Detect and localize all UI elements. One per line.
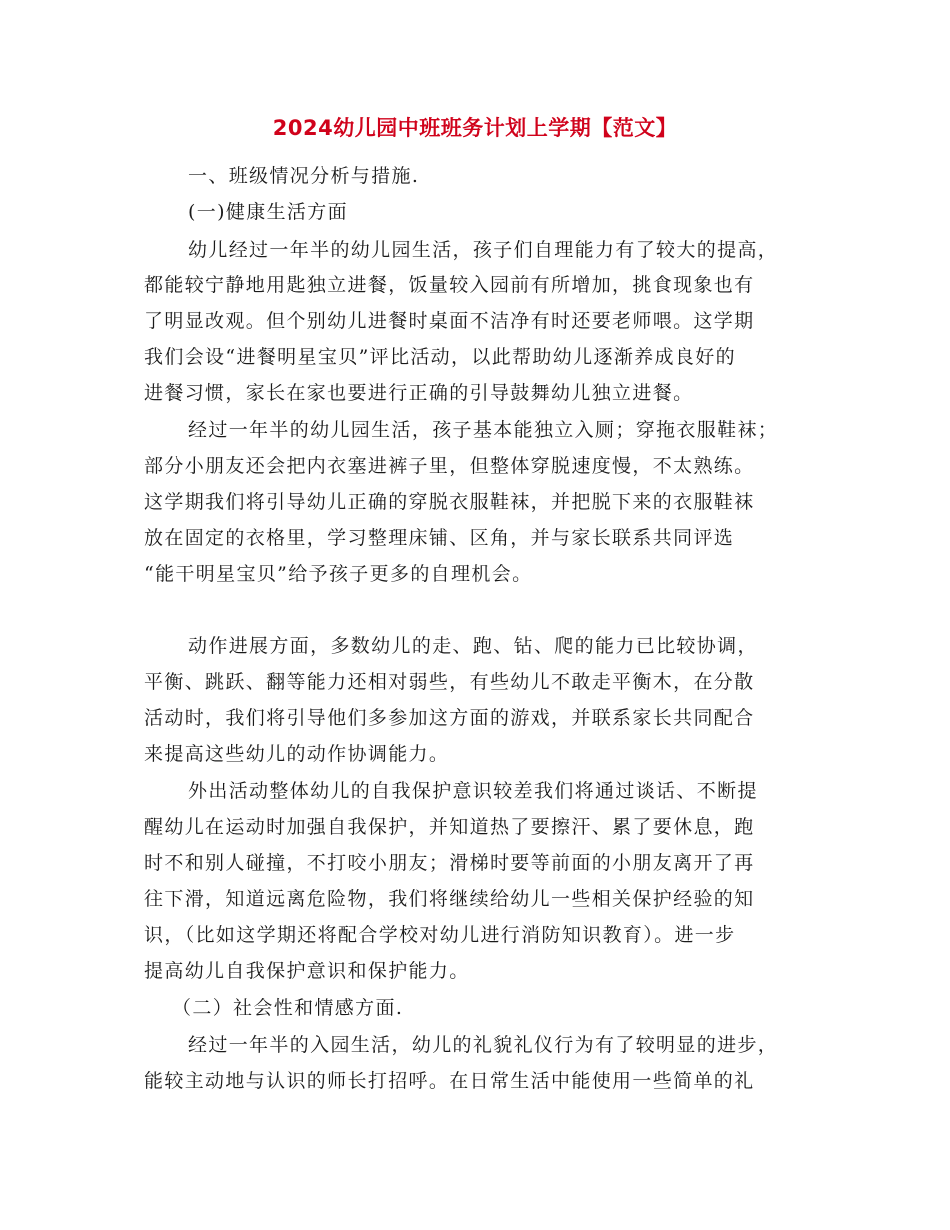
paragraph-line: 识，（比如这学期还将配合学校对幼儿进行消防知识教育）。进一步	[144, 924, 736, 946]
paragraph-line: 平衡、跳跃、翻等能力还相对弱些，有些幼儿不敢走平衡木，在分散	[144, 671, 755, 693]
paragraph-line: 能较主动地与认识的师长打招呼。在日常生活中能使用一些简单的礼	[144, 1070, 755, 1092]
paragraph-line: 这学期我们将引导幼儿正确的穿脱衣服鞋袜，并把脱下来的衣服鞋袜	[144, 491, 755, 513]
paragraph-line: 部分小朋友还会把内衣塞进裤子里，但整体穿脱速度慢，不太熟练。	[144, 455, 755, 477]
document-title: 2024幼儿园中班班务计划上学期【范文】	[272, 116, 678, 140]
paragraph-line: 我们会设“进餐明星宝贝”评比活动，以此帮助幼儿逐渐养成良好的	[144, 346, 736, 368]
paragraph-line: 了明显改观。但个别幼儿进餐时桌面不洁净有时还要老师喂。这学期	[144, 310, 755, 332]
subsection-heading-social: （二）社会性和情感方面.	[172, 997, 404, 1019]
section-heading-1: 一、班级情况分析与措施.	[188, 165, 420, 187]
paragraph-line: 来提高这些幼儿的动作协调能力。	[144, 743, 450, 765]
paragraph-line: 经过一年半的入园生活，幼儿的礼貌礼仪行为有了较明显的进步，	[188, 1034, 779, 1056]
paragraph-line: 幼儿经过一年半的幼儿园生活，孩子们自理能力有了较大的提高，	[188, 239, 779, 261]
paragraph-line: 动作进展方面，多数幼儿的走、跑、钻、爬的能力已比较协调，	[188, 635, 758, 657]
paragraph-line: 往下滑，知道远离危险物，我们将继续给幼儿一些相关保护经验的知	[144, 888, 755, 910]
paragraph-line: 时不和别人碰撞，不打咬小朋友；滑梯时要等前面的小朋友离开了再	[144, 852, 755, 874]
paragraph-line: 进餐习惯，家长在家也要进行正确的引导鼓舞幼儿独立进餐。	[144, 382, 694, 404]
paragraph-line: 活动时，我们将引导他们多参加这方面的游戏，并联系家长共同配合	[144, 707, 755, 729]
subsection-heading-health: (一)健康生活方面	[188, 201, 348, 223]
paragraph-line: 都能较宁静地用匙独立进餐，饭量较入园前有所增加，挑食现象也有	[144, 274, 755, 296]
paragraph-line: 提高幼儿自我保护意识和保护能力。	[144, 960, 470, 982]
paragraph-line: “能干明星宝贝”给予孩子更多的自理机会。	[144, 563, 533, 585]
paragraph-line: 放在固定的衣格里，学习整理床铺、区角，并与家长联系共同评选	[144, 527, 735, 549]
paragraph-line: 醒幼儿在运动时加强自我保护，并知道热了要擦汗、累了要休息，跑	[144, 816, 755, 838]
paragraph-line: 经过一年半的幼儿园生活，孩子基本能独立入厕；穿拖衣服鞋袜；	[188, 419, 779, 441]
paragraph-line: 外出活动整体幼儿的自我保护意识较差我们将通过谈话、不断提	[188, 780, 758, 802]
